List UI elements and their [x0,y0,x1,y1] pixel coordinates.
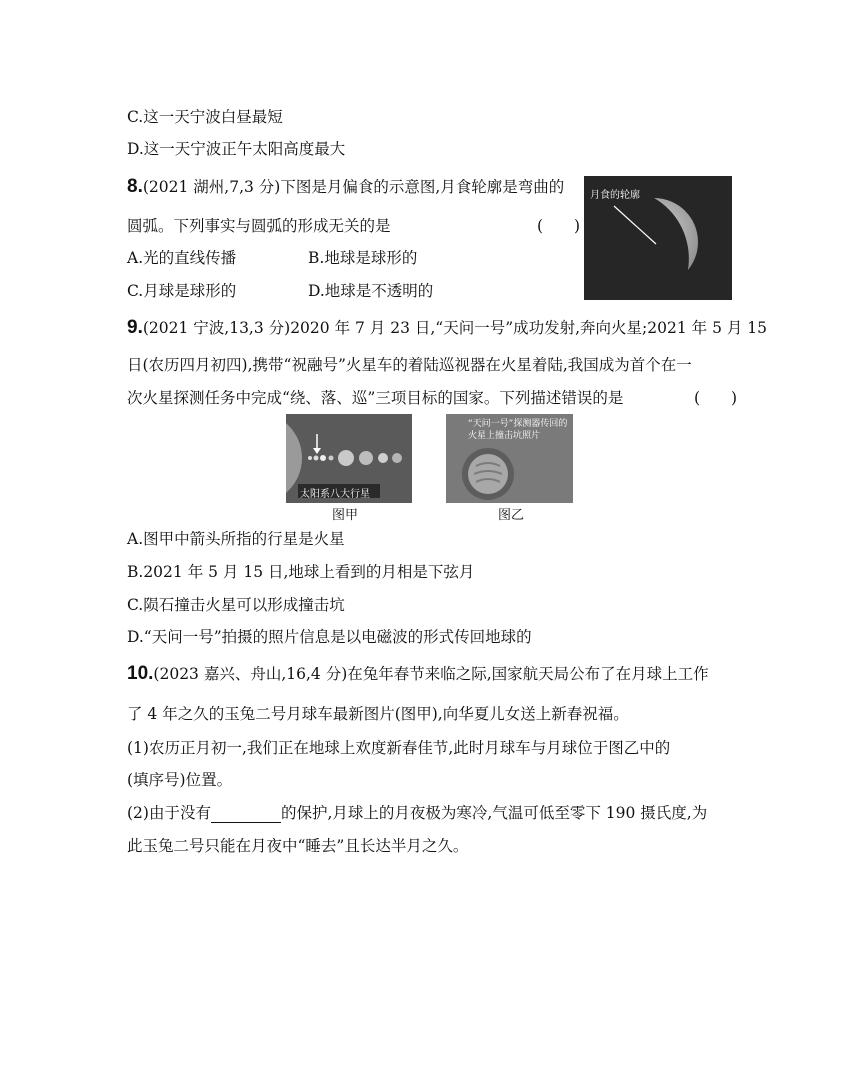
question-10-line-1 [127,664,709,684]
figure-b-caption: 图乙 [498,508,525,523]
figure-b-photo [446,414,573,503]
option-c: C.陨石撞击火星可以形成撞击坑 [127,596,345,614]
question-9-line-2: 日(农历四月初四),携带“祝融号”火星车的着陆巡视器在火星着陆,我国成为首个在一 [127,356,692,374]
text-line: D.这一天宁波正午太阳高度最大 [127,140,346,158]
question-number: 10. [127,663,154,684]
option-a: A.图甲中箭头所指的行星是火星 [127,530,345,548]
question-number: 9. [127,317,143,338]
eclipse-outline-label: 月食的轮廓 [590,190,640,201]
answer-blank[interactable] [211,806,281,823]
text-line: C.这一天宁波白昼最短 [127,108,283,126]
part-2-suffix: 的保护,月球上的月夜极为寒冷,气温可低至零下 190 摄氏度,为 [280,804,708,822]
question-9-line-1 [127,318,767,338]
option-b: B.2021 年 5 月 15 日,地球上看到的月相是下弦月 [127,563,475,581]
question-text: (2021 宁波,13,3 分)2020 年 7 月 23 日,“天问一号”成功发射,奔向火星;2021 年 5 月 15 [142,319,768,337]
question-text: (2021 湖州,7,3 分)下图是月偏食的示意图,月食轮廓是弯曲的 [142,178,565,196]
question-10-line-2: 了 4 年之久的玉兔二号月球车最新图片(图甲),向华夏儿女送上新春祝福。 [127,705,629,723]
question-9-line-3: 次火星探测任务中完成“绕、落、巡”三项目标的国家。下列描述错误的是 [127,389,624,407]
question-10-part-1-cont: (填序号)位置。 [127,771,233,789]
question-10-part-1: (1)农历正月初一,我们正在地球上欢度新春佳节,此时月球车与月球位于图乙中的 [127,739,671,757]
option-d: D.地球是不透明的 [308,282,434,300]
question-text: (2023 嘉兴、舟山,16,4 分)在兔年春节来临之际,国家航天局公布了在月球上工作 [153,665,709,683]
question-10-part-2-cont: 此玉兔二号只能在月夜中“睡去”且长达半月之久。 [127,837,469,855]
figure-a-photo [286,414,412,503]
question-number: 8. [127,176,143,197]
figure-a-label: 太阳系八大行星 [300,489,370,500]
option-c: C.月球是球形的 [127,282,237,300]
eclipse-photo [584,176,732,300]
question-8-line-2: 圆弧。下列事实与圆弧的形成无关的是 [127,217,391,235]
answer-paren: ( ) [537,217,581,235]
figure-b-label-2: 火星上撞击坑照片 [468,431,541,441]
figure-a-caption: 图甲 [332,508,359,523]
question-10-part-2 [127,803,707,823]
part-2-prefix: (2)由于没有 [127,804,211,822]
figure-b-label-1: “天问一号”探测器传回的 [468,419,568,429]
answer-paren: ( ) [694,389,738,407]
question-8-line-1 [127,177,564,197]
option-d: D.“天问一号”拍摄的照片信息是以电磁波的形式传回地球的 [127,628,532,646]
option-a: A.光的直线传播 [127,249,237,267]
option-b: B.地球是球形的 [308,249,418,267]
